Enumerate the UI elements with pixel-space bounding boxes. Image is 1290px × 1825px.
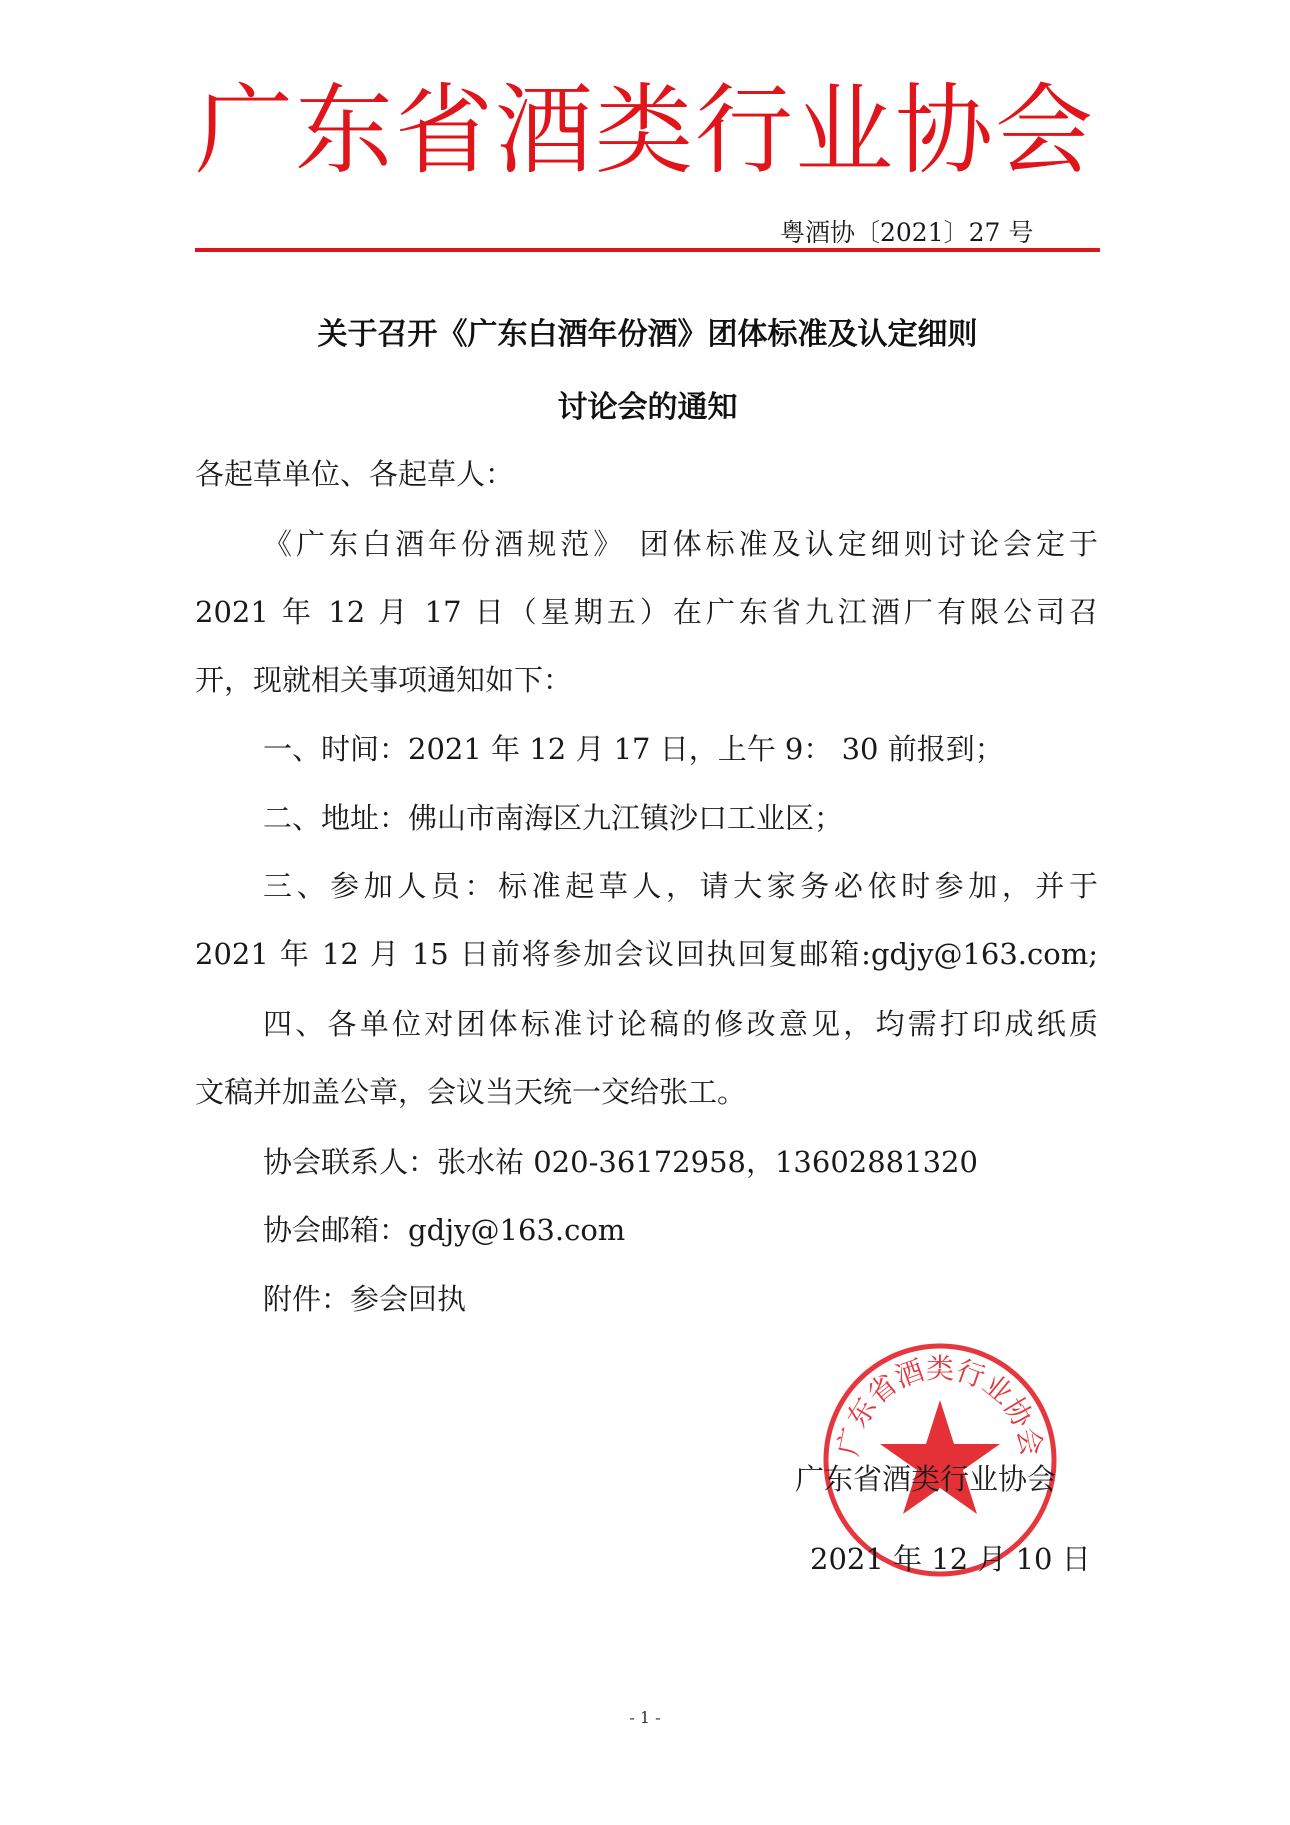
item-revisions-line-1: 四、各单位对团体标准讨论稿的修改意见，均需打印成纸质 [263,1007,1098,1041]
notice-title-line-2: 讨论会的通知 [557,390,738,425]
document-number: 粤酒协〔2021〕27 号 [780,218,1034,247]
intro-paragraph-line-3: 开，现就相关事项通知如下： [195,663,573,697]
item-time: 一、时间：2021 年 12 月 17 日，上午 9： 30 前报到； [263,732,1004,766]
salutation: 各起草单位、各起草人： [195,457,515,491]
contact-email: 协会邮箱：gdjy@163.com [263,1213,626,1247]
contact-person: 协会联系人：张水祐 020-36172958，13602881320 [263,1145,978,1179]
intro-paragraph-line-1: 《广东白酒年份酒规范》 团体标准及认定细则讨论会定于 [263,527,1098,561]
item-address: 二、地址：佛山市南海区九江镇沙口工业区； [263,801,844,835]
notice-title-line-1: 关于召开《广东白酒年份酒》团体标准及认定细则 [317,317,978,352]
page-number: - 1 - [629,1708,661,1727]
item-participants-line-1: 三、参加人员：标准起草人，请大家务必依时参加，并于 [263,869,1098,903]
letterhead-red-rule [195,248,1100,252]
signature-date: 2021 年 12 月 10 日 [810,1542,1091,1576]
item-participants-line-2: 2021 年 12 月 15 日前将参加会议回执回复邮箱:gdjy@163.com; [195,937,1098,971]
signature-organization: 广东省酒类行业协会 [795,1462,1057,1496]
seal-lettering: 广东省酒类行业协会 [831,1352,1049,1459]
attachment-note: 附件：参会回执 [263,1282,467,1316]
item-revisions-line-2: 文稿并加盖公章，会议当天统一交给张工。 [195,1075,747,1109]
letterhead-org-name: 广东省酒类行业协会 [195,74,1096,188]
intro-paragraph-line-2: 2021 年 12 月 17 日（星期五）在广东省九江酒厂有限公司召 [195,595,1098,629]
